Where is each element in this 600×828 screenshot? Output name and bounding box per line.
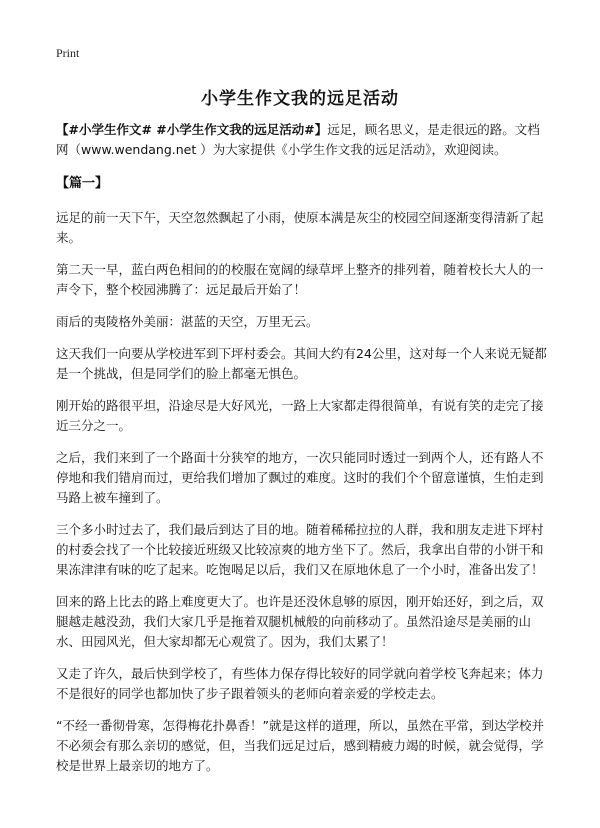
paragraph-9: 又走了许久，最后快到学校了，有些体力保存得比较好的同学就向着学校飞奔起来；体力不是很好的同学也都加快了步子跟着领头的老师向着亲爱的学校走去。 (56, 666, 544, 701)
paragraph-8: 回来的路上比去的路上难度更大了。也许是还没休息够的原因，刚开始还好，到之后，双腿越走越没劲，我们大家几乎是拖着双腿机械般的向前移动了。虽然沿途尽是美丽的山水、田园风光，但大家却都无心观赏了。因为，我们太累了！ (56, 594, 544, 649)
section-heading: 【篇一】 (56, 176, 109, 191)
paragraph-10: “不经一番彻骨寒，怎得梅花扑鼻香！”就是这样的道理，所以，虽然在平常，到达学校并不必须会有那么亲切的感觉，但，当我们远足过后，感到精疲力竭的时候，就会觉得，学校是世界上最亲切的地方了。 (56, 718, 544, 773)
paragraph-4: 这天我们一向要从学校进军到下坪村委会。其间大约有24公里，这对每一个人来说无疑都是一个挑战，但是同学们的脸上都毫无惧色。 (56, 346, 547, 381)
intro-paragraph (56, 120, 552, 160)
paragraph-6: 之后，我们来到了一个路面十分狭窄的地方，一次只能同时透过一到两个人，还有路人不停地和我们错肩而过，更给我们增加了飘过的难度。这时的我们个个留意谨慎，生怕走到马路上被车撞到了。 (56, 450, 544, 505)
paragraph-7: 三个多小时过去了，我们最后到达了目的地。随着稀稀拉拉的人群，我和朋友走进下坪村的村委会找了一个比较接近班级又比较凉爽的地方坐下了。然后，我拿出自带的小饼干和果冻津津有味的吃了起来。吃饱喝足以后，我们又在原地休息了一个小时，准备出发了！ (56, 522, 544, 577)
paragraph-2: 第二天一早，蓝白两色相间的的校服在宽阔的绿草坪上整齐的排列着，随着校长大人的一声令下，整个校园沸腾了：远足最后开始了！ (56, 262, 544, 297)
page-title: 小学生作文我的远足活动 (201, 89, 399, 109)
print-label: Print (56, 46, 80, 60)
intro-text: 远足，顾名思义，是走很远的路。文档网（www.wendang.net ）为大家提供《小学生作文我的远足活动》，欢迎阅读。 (56, 122, 540, 157)
document-body (56, 120, 552, 788)
paragraph-3: 雨后的夷陵格外美丽：湛蓝的天空，万里无云。 (56, 314, 319, 329)
intro-tag: 【#小学生作文# #小学生作文我的远足活动#】 (56, 122, 328, 137)
paragraph-1: 远足的前一天下午，天空忽然飘起了小雨，使原本满是灰尘的校园空间逐渐变得清新了起来。 (56, 210, 544, 245)
paragraph-5: 刚开始的路很平坦，沿途尽是大好风光，一路上大家都走得很简单，有说有笑的走完了接近三分之一。 (56, 398, 544, 433)
